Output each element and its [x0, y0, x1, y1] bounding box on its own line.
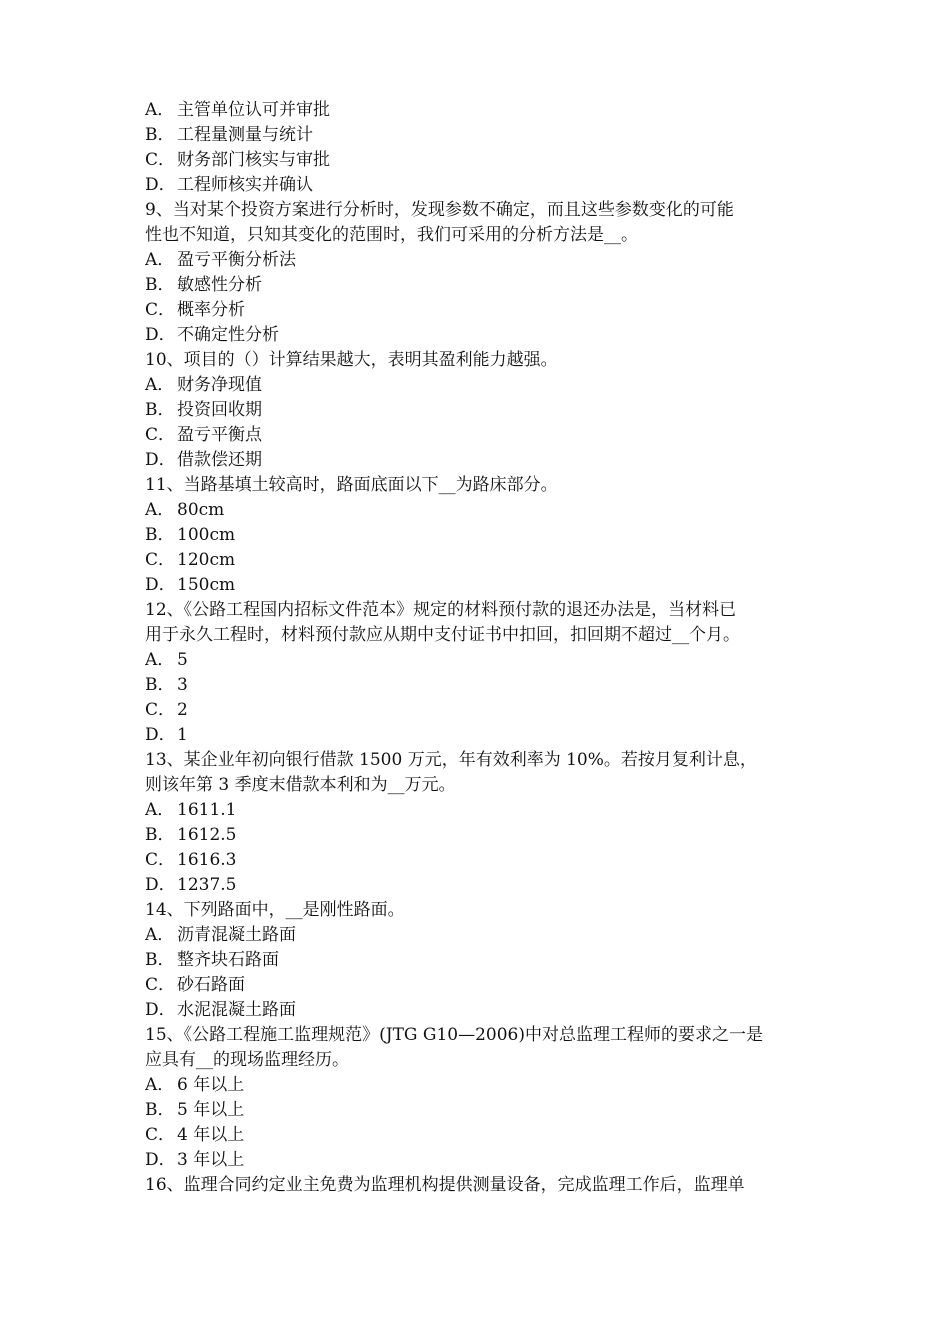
option-line [145, 1073, 810, 1098]
option-text: 3 [177, 675, 188, 695]
option-line [145, 648, 810, 673]
option-text: 1237.5 [177, 875, 237, 895]
question-12 [145, 598, 810, 748]
option-text: 概率分析 [177, 300, 245, 320]
option-letter: B． [145, 125, 175, 145]
question-stem: 16、监理合同约定业主免费为监理机构提供测量设备，完成监理工作后，监理单 [145, 1175, 745, 1195]
option-text: 投资回收期 [177, 400, 262, 420]
option-text: 工程量测量与统计 [177, 125, 313, 145]
option-letter: C． [145, 550, 176, 570]
option-text: 5 [177, 650, 188, 670]
option-text: 120cm [177, 550, 236, 570]
option-letter: C． [145, 850, 176, 870]
option-line [145, 373, 810, 398]
option-text: 水泥混凝土路面 [177, 1000, 296, 1020]
option-line [145, 573, 810, 598]
option-text: 沥青混凝土路面 [177, 925, 296, 945]
option-text: 财务部门核实与审批 [177, 150, 330, 170]
option-line [145, 323, 810, 348]
option-line [145, 1148, 810, 1173]
option-letter: B． [145, 825, 175, 845]
question-stem: 11、当路基填土较高时，路面底面以下__为路床部分。 [145, 475, 558, 495]
question-9 [145, 198, 810, 348]
option-line [145, 523, 810, 548]
option-line [145, 698, 810, 723]
question-13 [145, 748, 810, 898]
option-letter: C． [145, 700, 176, 720]
option-line [145, 723, 810, 748]
option-line [145, 248, 810, 273]
option-text: 财务净现值 [177, 375, 262, 395]
question-16 [145, 1173, 810, 1198]
question-11 [145, 473, 810, 598]
option-line [145, 273, 810, 298]
option-text: 借款偿还期 [177, 450, 262, 470]
option-letter: B． [145, 950, 175, 970]
option-text: 5 年以上 [177, 1100, 245, 1120]
option-letter: B． [145, 675, 175, 695]
option-text: 1 [177, 725, 188, 745]
option-line [145, 948, 810, 973]
question-stem: 10、项目的（）计算结果越大，表明其盈利能力越强。 [145, 350, 558, 370]
option-text: 1612.5 [177, 825, 237, 845]
option-letter: C． [145, 975, 176, 995]
option-letter: B． [145, 1100, 175, 1120]
option-letter: C． [145, 1125, 176, 1145]
option-letter: A． [145, 500, 175, 520]
option-line [145, 173, 810, 198]
document-body [145, 98, 810, 1198]
option-letter: D． [145, 875, 176, 895]
option-letter: D． [145, 1000, 176, 1020]
question-stem: 14、下列路面中，__是刚性路面。 [145, 900, 405, 920]
option-letter: A． [145, 800, 175, 820]
option-text: 6 年以上 [177, 1075, 245, 1095]
option-text: 2 [177, 700, 188, 720]
option-line [145, 398, 810, 423]
question-15 [145, 1023, 810, 1173]
option-text: 150cm [177, 575, 236, 595]
option-line [145, 498, 810, 523]
option-letter: C． [145, 425, 176, 445]
option-line [145, 1123, 810, 1148]
option-letter: D． [145, 1150, 176, 1170]
option-letter: C． [145, 150, 176, 170]
option-line [145, 98, 810, 123]
option-line [145, 873, 810, 898]
question-stem: 性也不知道，只知其变化的范围时，我们可采用的分析方法是__。 [145, 225, 638, 245]
option-letter: D． [145, 325, 176, 345]
question-stem: 用于永久工程时，材料预付款应从期中支付证书中扣回，扣回期不超过__个月。 [145, 625, 740, 645]
option-letter: A． [145, 1075, 175, 1095]
option-letter: A． [145, 375, 175, 395]
option-letter: B． [145, 400, 175, 420]
option-letter: B． [145, 275, 175, 295]
option-line [145, 123, 810, 148]
option-line [145, 548, 810, 573]
option-letter: D． [145, 450, 176, 470]
option-line [145, 848, 810, 873]
option-line [145, 673, 810, 698]
option-text: 盈亏平衡点 [177, 425, 262, 445]
option-letter: D． [145, 175, 176, 195]
option-text: 100cm [177, 525, 236, 545]
question-14 [145, 898, 810, 1023]
option-line [145, 423, 810, 448]
option-text: 3 年以上 [177, 1150, 245, 1170]
question-stem: 13、某企业年初向银行借款 1500 万元，年有效利率为 10%。若按月复利计息， [145, 750, 757, 770]
option-text: 工程师核实并确认 [177, 175, 313, 195]
option-text: 80cm [177, 500, 225, 520]
option-letter: B． [145, 525, 175, 545]
option-line [145, 998, 810, 1023]
option-text: 主管单位认可并审批 [177, 100, 330, 120]
question-8-options [145, 98, 810, 198]
option-text: 敏感性分析 [177, 275, 262, 295]
option-letter: A． [145, 250, 175, 270]
question-10 [145, 348, 810, 473]
option-line [145, 798, 810, 823]
option-letter: A． [145, 650, 175, 670]
option-line [145, 923, 810, 948]
option-text: 1611.1 [177, 800, 237, 820]
option-letter: D． [145, 575, 176, 595]
option-line [145, 448, 810, 473]
option-letter: C． [145, 300, 176, 320]
option-letter: D． [145, 725, 176, 745]
option-letter: A． [145, 100, 175, 120]
option-line [145, 148, 810, 173]
option-text: 整齐块石路面 [177, 950, 279, 970]
option-text: 砂石路面 [177, 975, 245, 995]
question-stem: 9、当对某个投资方案进行分析时，发现参数不确定，而且这些参数变化的可能 [145, 200, 734, 220]
question-stem: 15、《公路工程施工监理规范》(JTG G10—2006)中对总监理工程师的要求之一是 [145, 1025, 764, 1045]
option-text: 不确定性分析 [177, 325, 279, 345]
option-line [145, 973, 810, 998]
option-letter: A． [145, 925, 175, 945]
option-line [145, 298, 810, 323]
question-stem: 则该年第 3 季度末借款本利和为__万元。 [145, 775, 456, 795]
question-stem: 12、《公路工程国内招标文件范本》规定的材料预付款的退还办法是，当材料已 [145, 600, 737, 620]
option-text: 盈亏平衡分析法 [177, 250, 296, 270]
question-stem: 应具有__的现场监理经历。 [145, 1050, 349, 1070]
option-line [145, 823, 810, 848]
option-text: 4 年以上 [177, 1125, 245, 1145]
option-text: 1616.3 [177, 850, 237, 870]
option-line [145, 1098, 810, 1123]
